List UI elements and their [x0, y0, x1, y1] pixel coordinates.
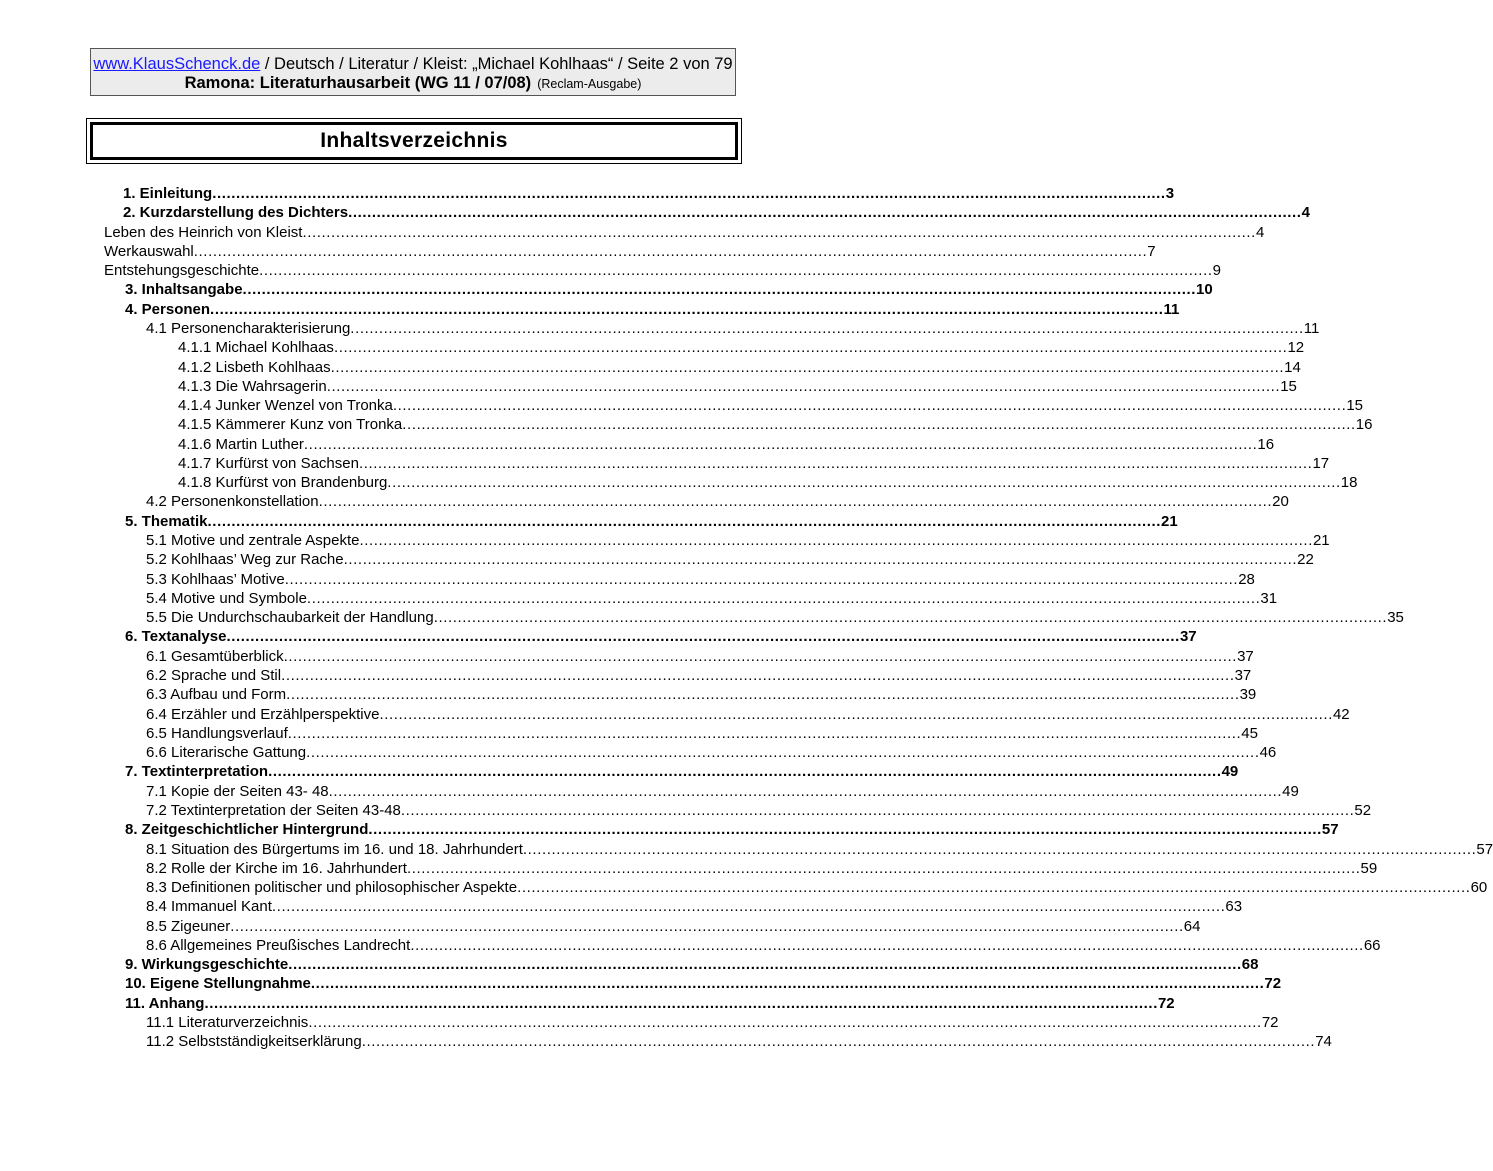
toc-entry-label: 7.1 Kopie der Seiten 43- 48 — [146, 782, 329, 800]
toc-entry-page: 21 — [1161, 512, 1178, 530]
header-edition: (Reclam-Ausgabe) — [537, 77, 642, 91]
toc-entry-page: 37 — [1234, 667, 1252, 684]
toc-dot-leader: ........................................................................................................................................................................................................ — [204, 994, 1158, 1012]
header-subtitle-line — [91, 74, 735, 94]
toc-entry — [146, 782, 1299, 801]
header-path: / Deutsch / Literatur / Kleist: „Michael Kohlhaas“ / Seite 2 von 79 — [260, 55, 733, 73]
toc-entry-page: 49 — [1282, 782, 1299, 800]
toc-dot-leader: ........................................................................................................................................................................................................ — [318, 493, 1273, 511]
toc-entry-label: 8.4 Immanuel Kant — [146, 898, 272, 916]
toc-entry-label: 4. Personen — [125, 300, 211, 318]
toc-entry-page: 7 — [1147, 242, 1156, 260]
toc-entry — [104, 242, 1156, 261]
toc-entry — [125, 280, 1213, 299]
toc-dot-leader: ........................................................................................................................................................................................................ — [281, 667, 1235, 684]
toc-entry-page: 28 — [1238, 570, 1255, 588]
toc-entry — [146, 570, 1255, 589]
toc-entry-page: 4 — [1255, 223, 1265, 241]
toc-dot-leader: ........................................................................................................................................................................................................ — [303, 435, 1258, 453]
toc-dot-leader: ........................................................................................................................................................................................................ — [387, 474, 1341, 492]
toc-dot-leader: ........................................................................................................................................................................................................ — [402, 416, 1356, 434]
toc-entry — [123, 184, 1175, 203]
toc-entry-label: 4.1.1 Michael Kohlhaas — [178, 339, 334, 357]
toc-entry-label: 5.1 Motive und zentrale Aspekte — [146, 532, 360, 550]
toc-entry-page: 21 — [1312, 532, 1330, 550]
toc-entry — [146, 608, 1404, 627]
toc-entry-page: 64 — [1183, 917, 1201, 935]
toc-entry-page: 31 — [1260, 589, 1278, 607]
toc-entry-page: 16 — [1257, 435, 1275, 453]
toc-entry — [146, 685, 1257, 704]
toc-dot-leader: ........................................................................................................................................................................................................ — [306, 589, 1261, 607]
toc-entry-label: 6.5 Handlungsverlauf — [146, 724, 288, 742]
toc-entry-label: 2. Kurzdarstellung des Dichters — [123, 204, 349, 222]
toc-entry-label: 11.1 Literaturverzeichnis — [146, 1014, 309, 1032]
toc-entry — [146, 705, 1350, 724]
toc-entry-label: 10. Eigene Stellungnahme — [125, 975, 311, 993]
toc-entry — [146, 917, 1201, 936]
toc-dot-leader: ........................................................................................................................................................................................................ — [348, 204, 1302, 222]
toc-entry-label: 4.1 Personencharakterisierung — [146, 319, 351, 337]
toc-entry — [178, 435, 1275, 454]
header-subtitle: Ramona: Literaturhausarbeit (WG 11 / 07/08) — [184, 74, 532, 92]
toc-entry-page: 11 — [1303, 319, 1320, 337]
toc-entry — [178, 415, 1373, 434]
toc-entry-page: 66 — [1363, 936, 1381, 954]
toc-dot-leader: ........................................................................................................................................................................................................ — [230, 917, 1184, 935]
toc-entry-page: 14 — [1284, 358, 1301, 376]
toc-entry-label: 5.3 Kohlhaas’ Motive — [146, 570, 285, 588]
toc-dot-leader: ........................................................................................................................................................................................................ — [392, 397, 1347, 415]
toc-dot-leader: ........................................................................................................................................................................................................ — [433, 609, 1388, 627]
toc-entry-page: 3 — [1165, 185, 1175, 202]
toc-entry-label: 5.4 Motive und Symbole — [146, 589, 307, 607]
toc-entry — [146, 724, 1258, 743]
toc-dot-leader: ........................................................................................................................................................................................................ — [212, 185, 1166, 202]
toc-entry-label: 1. Einleitung — [123, 185, 213, 202]
toc-entry-label: 8.5 Zigeuner — [146, 917, 231, 935]
toc-entry-label: 8.1 Situation des Bürgertums im 16. und 18. Jahrhundert — [146, 840, 523, 858]
toc-entry-page: 45 — [1241, 724, 1258, 742]
toc-entry-label: 6.2 Sprache und Stil — [146, 667, 282, 684]
toc-entry-label: 6. Textanalyse — [125, 628, 227, 646]
toc-dot-leader: ........................................................................................................................................................................................................ — [400, 801, 1355, 819]
toc-entry-page: 16 — [1355, 416, 1373, 434]
toc-dot-leader: ........................................................................................................................................................................................................ — [226, 628, 1180, 646]
toc-dot-leader: ........................................................................................................................................................................................................ — [259, 262, 1213, 280]
toc-entry — [178, 454, 1330, 473]
toc-entry-label: 5.2 Kohlhaas’ Weg zur Rache — [146, 551, 344, 569]
toc-entry-label: Entstehungsgeschichte — [104, 262, 260, 280]
toc-dot-leader: ........................................................................................................................................................................................................ — [368, 821, 1322, 839]
header-path-line — [91, 54, 735, 74]
toc-entry — [146, 878, 1488, 897]
toc-entry-label: 5. Thematik — [125, 512, 208, 530]
toc-entry-page: 52 — [1354, 801, 1372, 819]
toc-entry — [125, 994, 1175, 1013]
page-title: Inhaltsverzeichnis — [90, 122, 738, 160]
toc-entry-label: 9. Wirkungsgeschichte — [125, 956, 289, 974]
toc-dot-leader: ........................................................................................................................................................................................................ — [284, 570, 1239, 588]
toc-dot-leader: ........................................................................................................................................................................................................ — [517, 879, 1471, 897]
toc-entry-label: 4.1.2 Lisbeth Kohlhaas — [178, 358, 331, 376]
toc-entry-label: 6.3 Aufbau und Form — [146, 686, 287, 704]
toc-dot-leader: ........................................................................................................................................................................................................ — [326, 377, 1281, 395]
toc-entry-page: 39 — [1239, 686, 1257, 704]
toc-entry — [125, 512, 1178, 531]
toc-entry-label: 11. Anhang — [125, 994, 205, 1012]
toc-dot-leader: ........................................................................................................................................................................................................ — [333, 339, 1288, 357]
toc-entry-page: 20 — [1272, 493, 1289, 511]
toc-dot-leader: ........................................................................................................................................................................................................ — [193, 242, 1148, 260]
toc-dot-leader: ........................................................................................................................................................................................................ — [283, 647, 1238, 665]
toc-entry-label: 6.6 Literarische Gattung — [146, 744, 307, 762]
toc-entry-page: 12 — [1287, 339, 1305, 357]
toc-entry-label: 5.5 Die Undurchschaubarkeit der Handlung — [146, 609, 434, 627]
toc-dot-leader: ........................................................................................................................................................................................................ — [350, 319, 1304, 337]
toc-entry-page: 57 — [1321, 821, 1339, 839]
toc-entry — [125, 300, 1180, 319]
toc-dot-leader: ........................................................................................................................................................................................................ — [328, 782, 1283, 800]
toc-entry-label: 4.2 Personenkonstellation — [146, 493, 319, 511]
toc-dot-leader: ........................................................................................................................................................................................................ — [287, 724, 1242, 742]
toc-entry — [146, 743, 1277, 762]
toc-dot-leader: ........................................................................................................................................................................................................ — [271, 898, 1226, 916]
toc-entry-label: 4.1.8 Kurfürst von Brandenburg — [178, 474, 388, 492]
toc-entry-page: 74 — [1315, 1033, 1332, 1051]
toc-entry-page: 9 — [1212, 262, 1221, 280]
toc-entry — [178, 396, 1364, 415]
toc-entry — [178, 338, 1305, 357]
toc-entry-page: 17 — [1312, 454, 1330, 472]
toc-entry-label: 4.1.5 Kämmerer Kunz von Tronka — [178, 416, 403, 434]
toc-entry — [104, 223, 1265, 242]
toc-entry-page: 46 — [1259, 744, 1277, 762]
toc-entry-label: 6.1 Gesamtüberblick — [146, 647, 284, 665]
toc-entry-label: 8.2 Rolle der Kirche im 16. Jahrhundert — [146, 859, 407, 877]
toc-entry-label: 7. Textinterpretation — [125, 763, 269, 781]
toc-dot-leader: ........................................................................................................................................................................................................ — [358, 454, 1313, 472]
toc-entry — [178, 358, 1301, 377]
toc-entry-page: 68 — [1241, 956, 1259, 974]
toc-entry-page: 63 — [1225, 898, 1243, 916]
toc-entry-page: 72 — [1264, 975, 1282, 993]
toc-dot-leader: ........................................................................................................................................................................................................ — [242, 281, 1197, 299]
toc-entry — [125, 820, 1339, 839]
toc-entry — [104, 261, 1221, 280]
toc-dot-leader: ........................................................................................................................................................................................................ — [330, 358, 1285, 376]
page-header — [90, 48, 736, 96]
toc-entry-page: 37 — [1237, 647, 1254, 665]
toc-entry-label: 8. Zeitgeschichtlicher Hintergrund — [125, 821, 369, 839]
toc-entry-label: Werkauswahl — [104, 242, 194, 260]
toc-entry — [125, 627, 1197, 646]
toc-dot-leader: ........................................................................................................................................................................................................ — [361, 1033, 1316, 1051]
toc-dot-leader: ........................................................................................................................................................................................................ — [306, 744, 1260, 762]
toc-dot-leader: ........................................................................................................................................................................................................ — [207, 512, 1162, 530]
toc-entry — [125, 762, 1239, 781]
toc-entry-page: 49 — [1221, 763, 1239, 781]
toc-dot-leader: ........................................................................................................................................................................................................ — [359, 532, 1313, 550]
toc-dot-leader: ........................................................................................................................................................................................................ — [210, 300, 1164, 318]
toc-dot-leader: ........................................................................................................................................................................................................ — [410, 936, 1364, 954]
toc-dot-leader: ........................................................................................................................................................................................................ — [288, 956, 1242, 974]
toc-entry-page: 11 — [1163, 300, 1180, 318]
toc-dot-leader: ........................................................................................................................................................................................................ — [302, 223, 1256, 241]
toc-entry-label: 6.4 Erzähler und Erzählperspektive — [146, 705, 380, 723]
toc-entry — [123, 203, 1310, 222]
toc-entry-page: 15 — [1280, 377, 1297, 395]
toc-entry — [146, 589, 1278, 608]
toc-entry-page: 72 — [1261, 1014, 1279, 1032]
toc-dot-leader: ........................................................................................................................................................................................................ — [286, 686, 1240, 704]
toc-entry — [125, 974, 1282, 993]
toc-entry-page: 60 — [1470, 879, 1488, 897]
toc-entry — [146, 936, 1381, 955]
toc-dot-leader: ........................................................................................................................................................................................................ — [308, 1014, 1262, 1032]
toc-entry-label: 7.2 Textinterpretation der Seiten 43-48 — [146, 801, 401, 819]
toc-entry-label: 8.3 Definitionen politischer und philosophischer Aspekte — [146, 879, 518, 897]
toc-dot-leader: ........................................................................................................................................................................................................ — [406, 859, 1361, 877]
title-frame — [86, 118, 742, 164]
toc-entry — [146, 550, 1314, 569]
toc-entry-page: 18 — [1340, 474, 1358, 492]
toc-entry-page: 4 — [1301, 204, 1310, 222]
toc-entry-label: 4.1.6 Martin Luther — [178, 435, 304, 453]
toc-entry-page: 37 — [1179, 628, 1197, 646]
toc-entry — [146, 666, 1252, 685]
toc-entry-page: 72 — [1157, 994, 1175, 1012]
toc-entry-label: 8.6 Allgemeines Preußisches Landrecht — [146, 936, 411, 954]
toc-entry — [146, 492, 1289, 511]
toc-dot-leader: ........................................................................................................................................................................................................ — [268, 763, 1222, 781]
toc-entry-label: 4.1.7 Kurfürst von Sachsen — [178, 454, 359, 472]
toc-entry-page: 22 — [1297, 551, 1314, 569]
toc-dot-leader: ........................................................................................................................................................................................................ — [343, 551, 1298, 569]
toc-entry — [146, 859, 1378, 878]
toc-entry-label: 4.1.4 Junker Wenzel von Tronka — [178, 397, 393, 415]
toc-dot-leader: ........................................................................................................................................................................................................ — [310, 975, 1265, 993]
toc-entry-label: 4.1.3 Die Wahrsagerin — [178, 377, 327, 395]
toc-entry-page: 57 — [1476, 840, 1493, 858]
toc-entry-label: Leben des Heinrich von Kleist — [104, 223, 303, 241]
toc-entry — [178, 377, 1297, 396]
toc-entry — [125, 955, 1259, 974]
toc-entry — [146, 897, 1243, 916]
toc-entry — [146, 647, 1254, 666]
toc-entry-label: 11.2 Selbstständigkeitserklärung — [146, 1033, 362, 1051]
toc-entry-page: 15 — [1346, 397, 1364, 415]
toc-entry — [146, 1032, 1332, 1051]
toc-entry-page: 59 — [1360, 859, 1378, 877]
toc-entry-label: 3. Inhaltsangabe — [125, 281, 243, 299]
toc-entry-page: 35 — [1387, 609, 1404, 627]
toc-entry-page: 42 — [1332, 705, 1350, 723]
toc-entry-page: 10 — [1196, 281, 1213, 299]
website-link[interactable]: www.KlausSchenck.de — [93, 55, 261, 73]
toc-entry — [146, 531, 1330, 550]
toc-dot-leader: ........................................................................................................................................................................................................ — [379, 705, 1333, 723]
toc-entry — [146, 319, 1320, 338]
toc-entry — [178, 473, 1358, 492]
toc-entry — [146, 1013, 1279, 1032]
toc-entry — [146, 840, 1493, 859]
toc-entry — [146, 801, 1372, 820]
toc-dot-leader: ........................................................................................................................................................................................................ — [522, 840, 1477, 858]
